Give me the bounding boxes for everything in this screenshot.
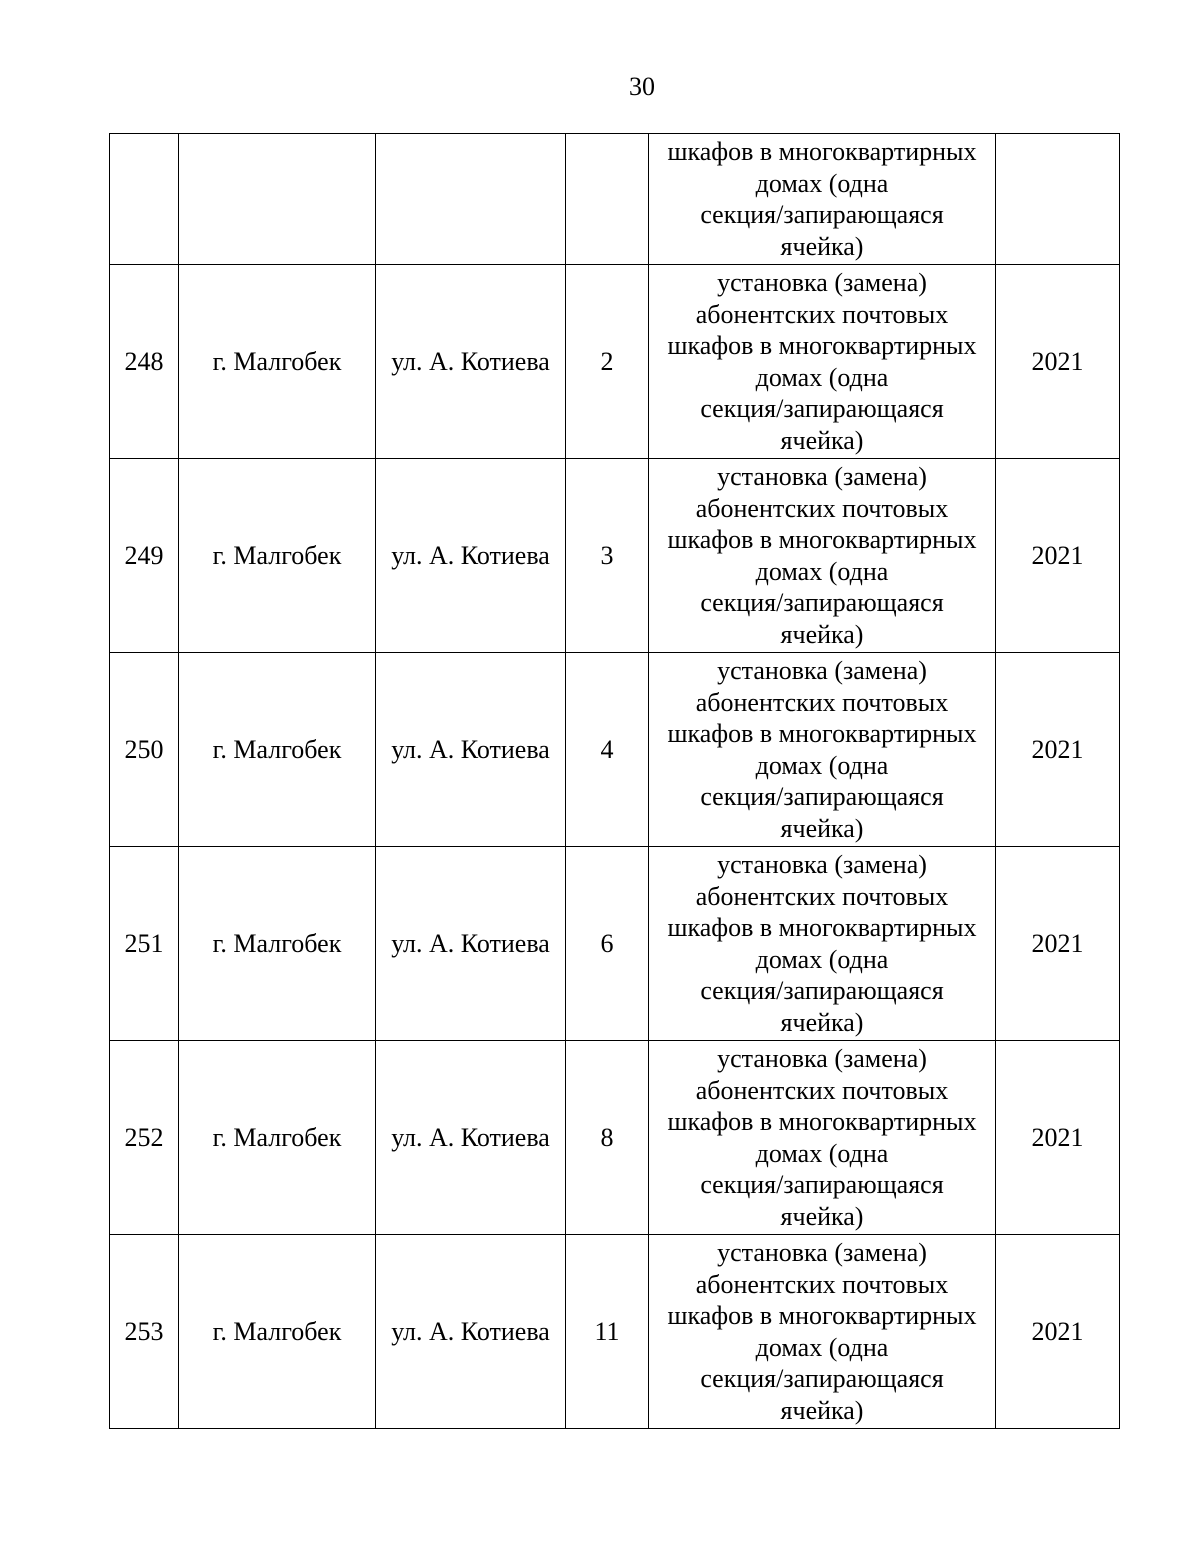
cell-work-type [649,134,996,265]
work-line: домах (одна [755,1138,889,1168]
cell-city: г. Малгобек [179,1235,376,1429]
cell-street [376,134,566,265]
work-line: секция/запирающаяся [700,394,944,423]
work-line: установка (замена) [717,462,927,491]
cell-number: 251 [110,847,179,1041]
work-line: установка (замена) [717,268,927,297]
work-line: ячейка) [780,813,864,843]
work-line: секция/запирающаяся [700,782,944,811]
work-line: ячейка) [780,619,864,649]
work-line: домах (одна [755,944,889,974]
work-line: установка (замена) [717,850,927,879]
cell-work-type [649,653,996,847]
cell-city [179,134,376,265]
work-line: домах (одна [755,168,889,198]
cell-house: 2 [566,265,649,459]
table-row [110,265,1120,459]
cell-house: 6 [566,847,649,1041]
cell-work-type [649,847,996,1041]
work-line: абонентских почтовых [695,1269,949,1299]
work-line: шкафов в многоквартирных [667,913,977,942]
cell-year: 2021 [996,1235,1120,1429]
cell-city: г. Малгобек [179,847,376,1041]
cell-year [996,134,1120,265]
cell-number: 249 [110,459,179,653]
cell-year: 2021 [996,1041,1120,1235]
cell-street: ул. А. Котиева [376,847,566,1041]
cell-house [566,134,649,265]
work-line: шкафов в многоквартирных [667,137,977,166]
work-line: установка (замена) [717,1238,927,1267]
work-line: ячейка) [780,1395,864,1425]
cell-number: 248 [110,265,179,459]
work-line: шкафов в многоквартирных [667,1107,977,1136]
cell-year: 2021 [996,265,1120,459]
page-number: 30 [629,72,655,101]
table-row [110,847,1120,1041]
cell-work-type [649,1041,996,1235]
work-line: абонентских почтовых [695,299,949,329]
cell-city: г. Малгобек [179,265,376,459]
work-line: ячейка) [780,231,864,261]
work-line: домах (одна [755,1332,889,1362]
cell-work-type [649,265,996,459]
cell-number [110,134,179,265]
cell-city: г. Малгобек [179,459,376,653]
cell-work-type [649,1235,996,1429]
work-line: абонентских почтовых [695,493,949,523]
cell-number: 250 [110,653,179,847]
work-line: секция/запирающаяся [700,1170,944,1199]
cell-house: 8 [566,1041,649,1235]
table-row-continuation [110,134,1120,265]
work-line: абонентских почтовых [695,1075,949,1105]
work-line: шкафов в многоквартирных [667,719,977,748]
cell-city: г. Малгобек [179,653,376,847]
work-line: ячейка) [780,1007,864,1037]
cell-number: 252 [110,1041,179,1235]
cell-work-type [649,459,996,653]
table-row [110,1235,1120,1429]
table-row [110,459,1120,653]
table-row [110,1041,1120,1235]
work-line: абонентских почтовых [695,881,949,911]
work-line: ячейка) [780,1201,864,1231]
cell-street: ул. А. Котиева [376,459,566,653]
cell-year: 2021 [996,847,1120,1041]
work-line: установка (замена) [717,656,927,685]
work-line: домах (одна [755,750,889,780]
cell-year: 2021 [996,653,1120,847]
cell-number: 253 [110,1235,179,1429]
table-row [110,653,1120,847]
work-line: домах (одна [755,362,889,392]
work-line: абонентских почтовых [695,687,949,717]
work-line: секция/запирающаяся [700,976,944,1005]
cell-street: ул. А. Котиева [376,1235,566,1429]
cell-street: ул. А. Котиева [376,653,566,847]
work-line: шкафов в многоквартирных [667,331,977,360]
work-line: установка (замена) [717,1044,927,1073]
work-line: домах (одна [755,556,889,586]
cell-street: ул. А. Котиева [376,1041,566,1235]
work-line: секция/запирающаяся [700,588,944,617]
cell-house: 4 [566,653,649,847]
work-line: секция/запирающаяся [700,200,944,229]
work-line: шкафов в многоквартирных [667,525,977,554]
work-line: шкафов в многоквартирных [667,1301,977,1330]
address-table [109,133,1120,1429]
work-line: секция/запирающаяся [700,1364,944,1393]
work-line: ячейка) [780,425,864,455]
cell-year: 2021 [996,459,1120,653]
cell-house: 3 [566,459,649,653]
cell-city: г. Малгобек [179,1041,376,1235]
cell-street: ул. А. Котиева [376,265,566,459]
cell-house: 11 [566,1235,649,1429]
